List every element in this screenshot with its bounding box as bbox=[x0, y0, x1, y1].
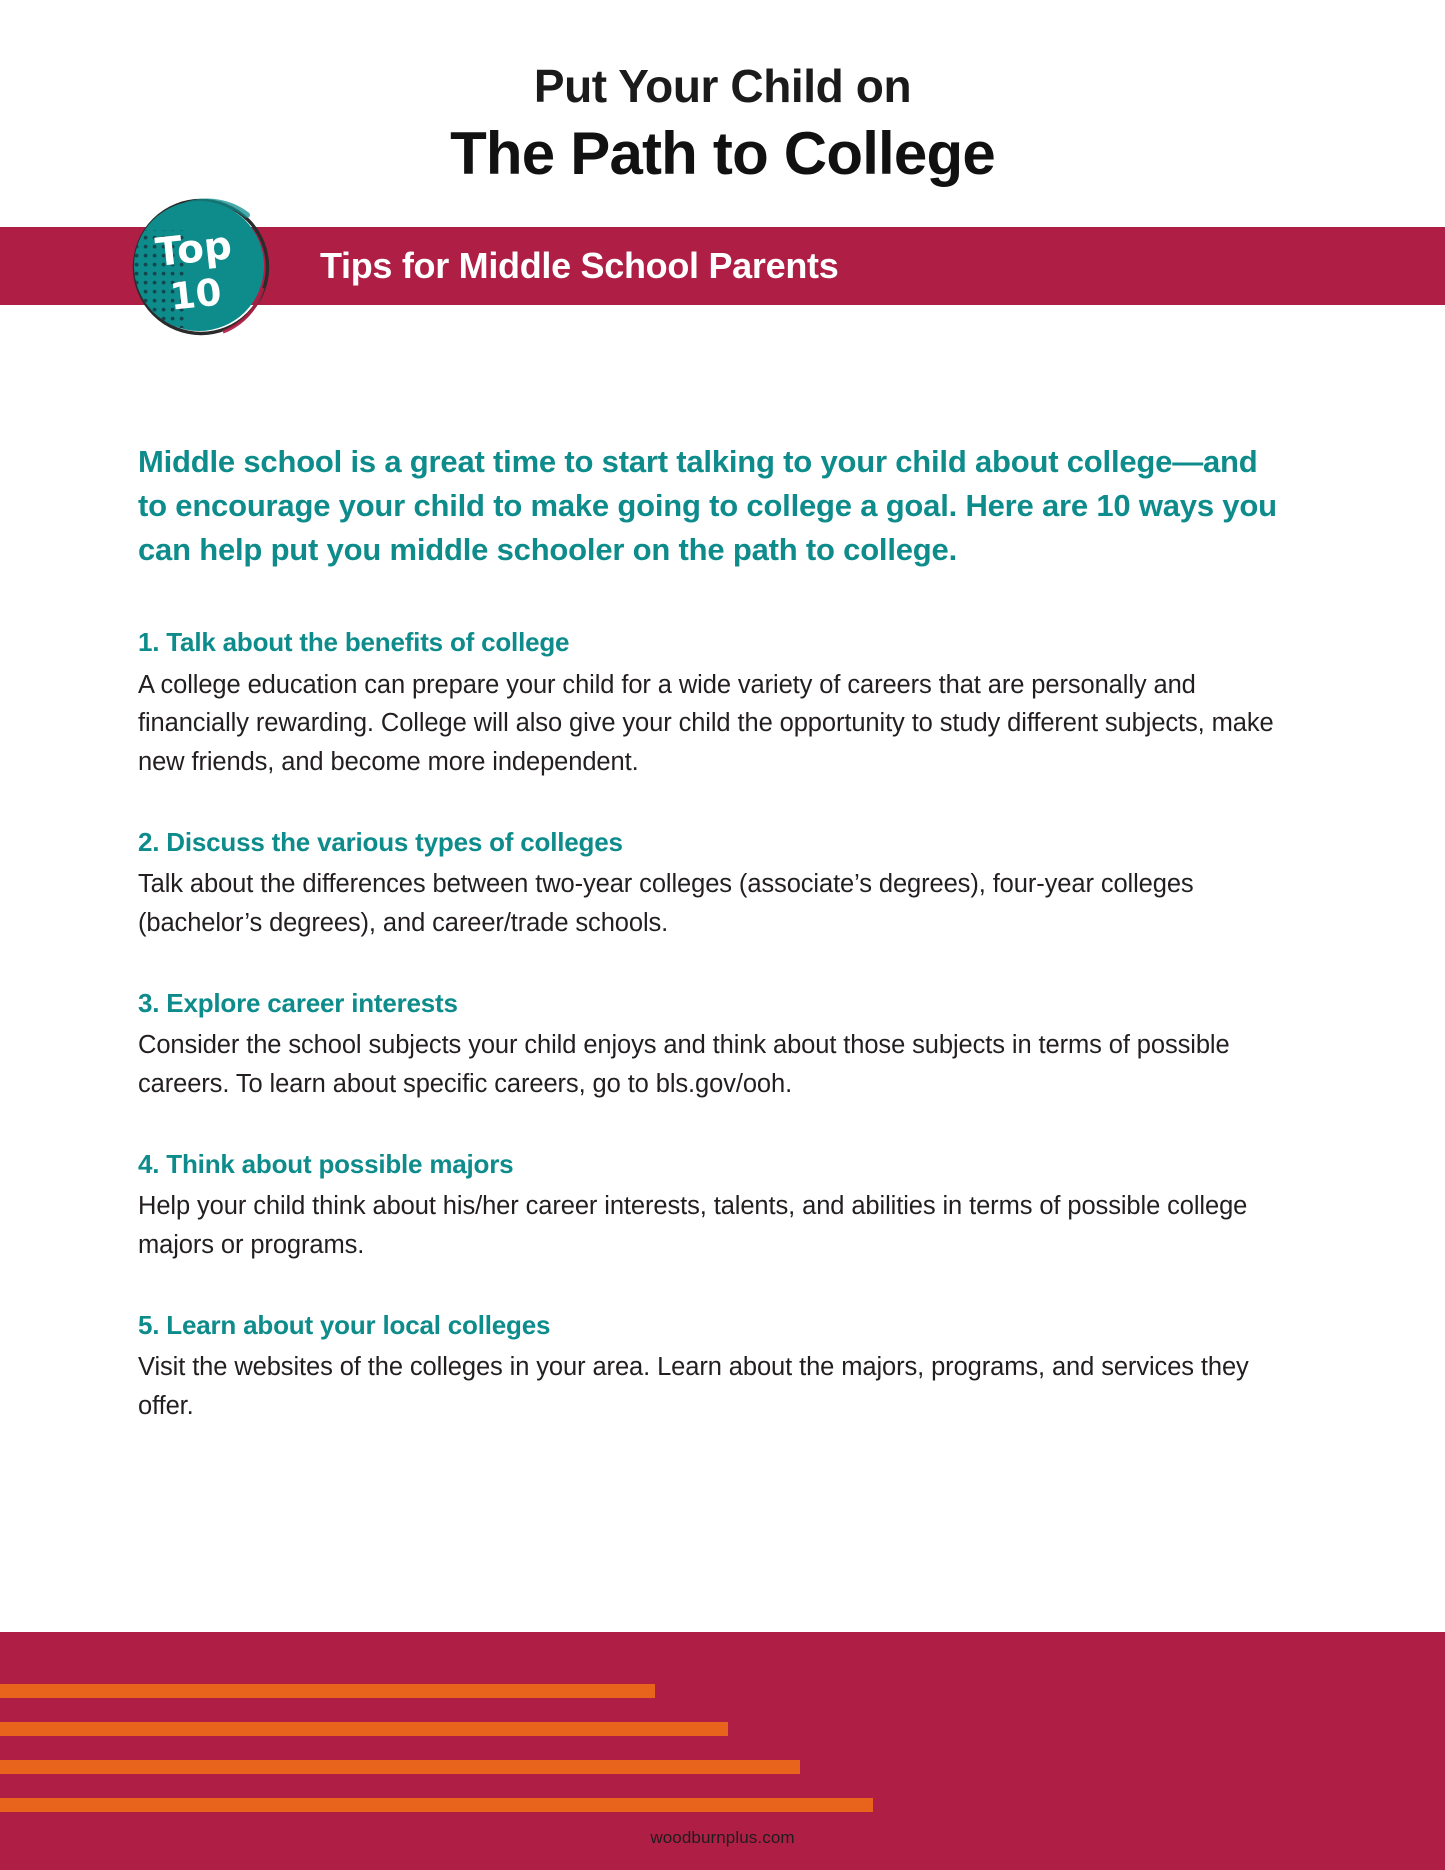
page-title-line-1: Put Your Child on bbox=[533, 60, 912, 112]
footer-stripe-1 bbox=[0, 1684, 655, 1698]
footer-stripe-2 bbox=[0, 1722, 728, 1736]
tip-heading-1: 1. Talk about the benefits of college bbox=[138, 627, 570, 658]
tip-item-1 bbox=[138, 626, 1288, 782]
banner-title: Tips for Middle School Parents bbox=[320, 245, 839, 286]
badge-number-label: 10 bbox=[167, 270, 224, 319]
tip-item-5 bbox=[138, 1309, 1288, 1426]
tip-heading-2: 2. Discuss the various types of colleges bbox=[138, 826, 623, 857]
footer-stripe-3 bbox=[0, 1760, 800, 1774]
tip-heading-3: 3. Explore career interests bbox=[138, 987, 458, 1018]
tip-heading-4: 4. Think about possible majors bbox=[138, 1148, 514, 1179]
tip-heading-5: 5. Learn about your local colleges bbox=[138, 1309, 551, 1340]
page-title-line-2: The Path to College bbox=[450, 120, 995, 188]
tip-text-2: Talk about the differences between two-year colleges (associate’s degrees), four-year colleges (bachelor’s degrees), and career/trade schools. bbox=[138, 870, 1194, 938]
tip-item-2 bbox=[138, 826, 1288, 943]
tip-text-5: Visit the websites of the colleges in your area. Learn about the majors, programs, and services they offer. bbox=[138, 1353, 1249, 1421]
footer-website-url[interactable]: woodburnplus.com bbox=[650, 1828, 795, 1847]
intro-paragraph: Middle school is a great time to start talking to your child about college—and to encourage your child to make going to college a goal. Here are 10 ways you can help put you middle schooler on the path to college. bbox=[138, 444, 1277, 568]
tips-content bbox=[138, 440, 1288, 1426]
top-10-badge bbox=[125, 190, 275, 338]
badge-top-label: Top bbox=[153, 223, 234, 276]
tip-text-4: Help your child think about his/her career interests, talents, and abilities in terms of possible college majors or programs. bbox=[138, 1192, 1248, 1260]
tip-item-4 bbox=[138, 1148, 1288, 1265]
tip-item-3 bbox=[138, 987, 1288, 1104]
page-footer bbox=[0, 1632, 1445, 1870]
tip-text-1: A college education can prepare your child for a wide variety of careers that are personally and financially rewarding. College will also give your child the opportunity to study different subjects, make new friends, and become more independent. bbox=[138, 670, 1274, 777]
tip-text-3: Consider the school subjects your child enjoys and think about those subjects in terms of possible careers. To learn about specific careers, go to bls.gov/ooh. bbox=[138, 1031, 1230, 1099]
badge-circle-icon bbox=[125, 190, 275, 338]
footer-stripe-4 bbox=[0, 1798, 873, 1812]
